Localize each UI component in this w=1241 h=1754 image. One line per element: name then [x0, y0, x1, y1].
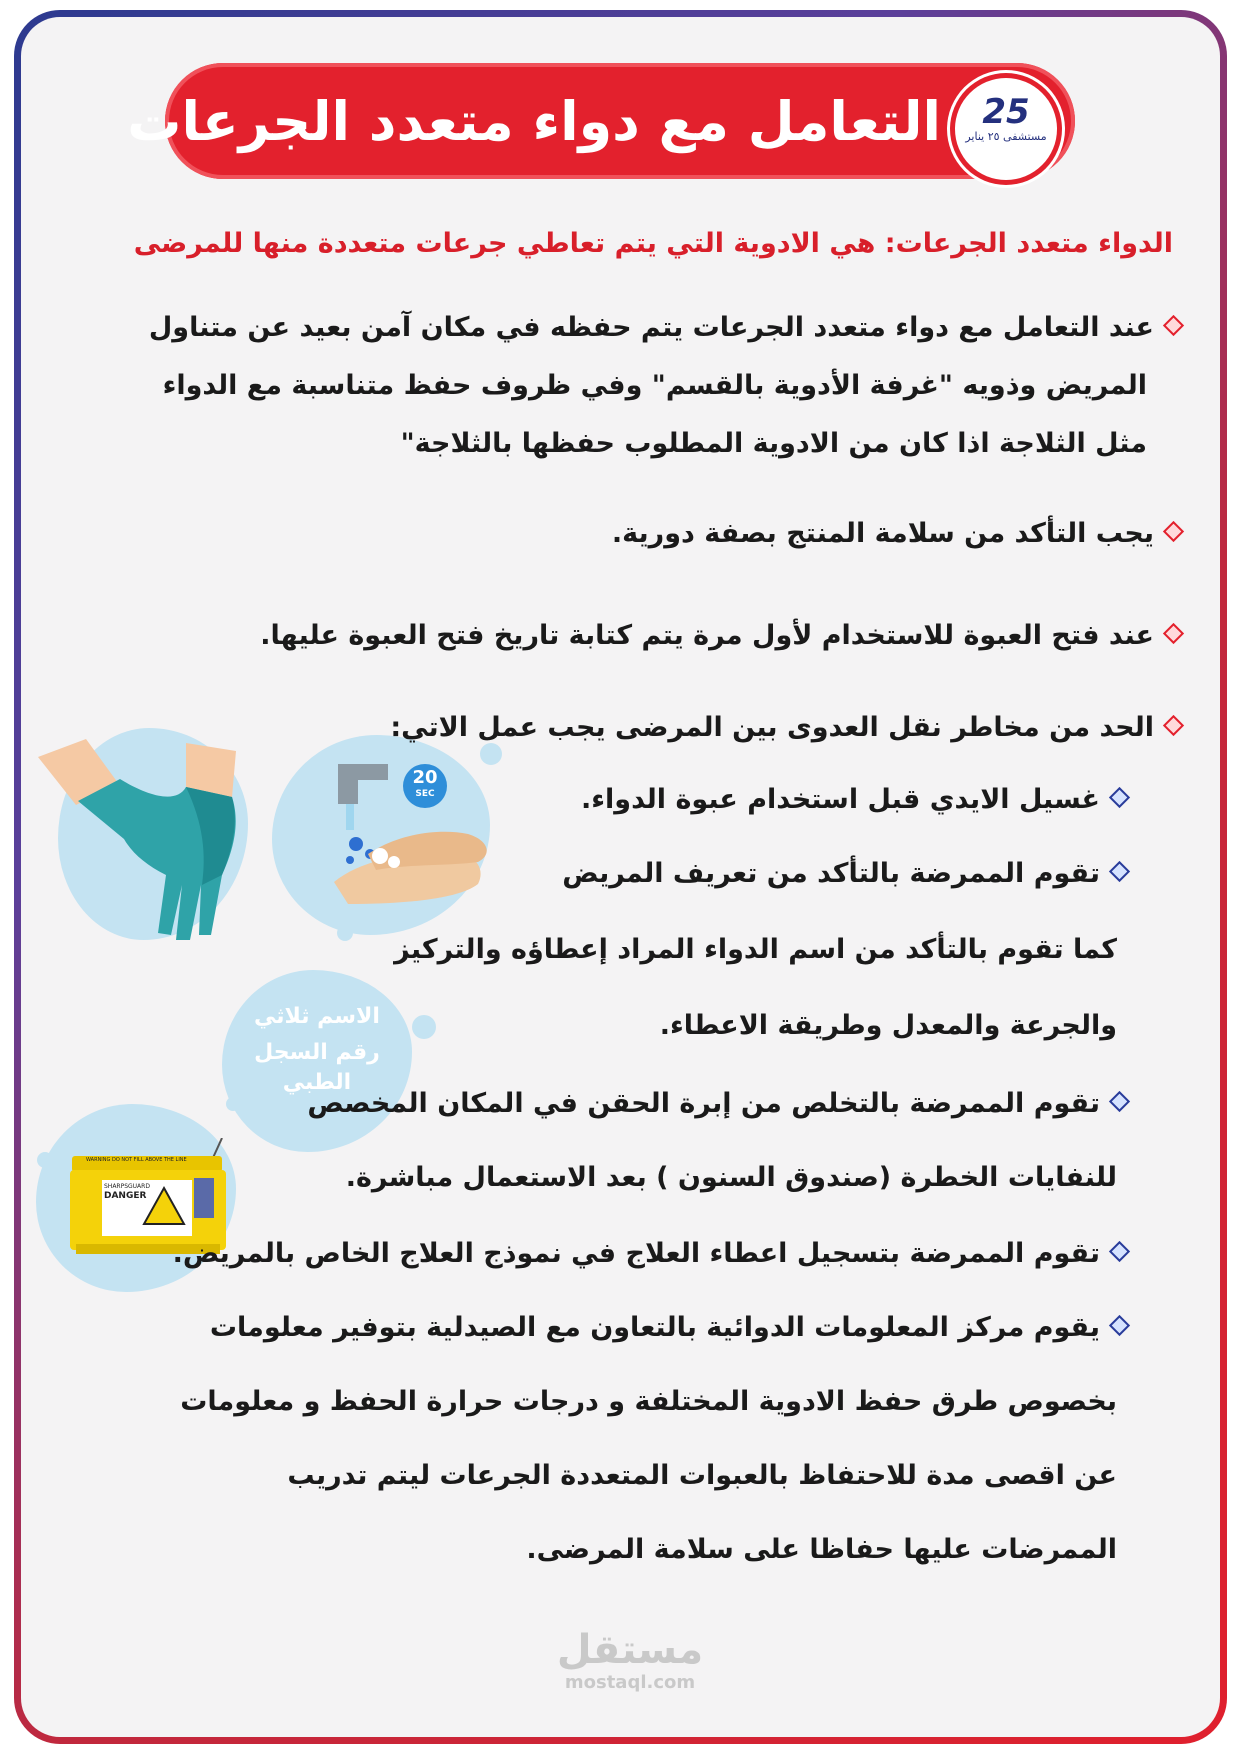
diamond-bullet-icon — [1109, 861, 1130, 882]
subpoint-2-line-3: والجرعة والمعدل وطريقة الاعطاء. — [659, 1010, 1117, 1041]
logo-number: 25 — [982, 92, 1030, 132]
diamond-bullet-icon — [1163, 315, 1184, 336]
watermark-arabic: مستقل — [556, 1627, 704, 1673]
blob-dot — [226, 1097, 240, 1111]
point-3: عند فتح العبوة للاستخدام لأول مرة يتم كتابة تاريخ فتح العبوة عليها. — [260, 620, 1181, 651]
blob-dot — [412, 1015, 436, 1039]
hospital-logo — [955, 78, 1057, 180]
definition-text: الدواء متعدد الجرعات: هي الادوية التي يتم تعاطي جرعات متعددة منها للمرضى — [133, 228, 1173, 259]
timer-unit: SEC — [415, 789, 435, 799]
sharps-danger-text: DANGER — [104, 1191, 147, 1201]
sharps-warning-text: WARNING DO NOT FILL ABOVE THE LINE — [86, 1157, 187, 1163]
subpoint-5-line-2: بخصوص طرق حفظ الادوية المختلفة و درجات حرارة الحفظ و معلومات — [180, 1386, 1117, 1417]
subpoint-1: غسيل الايدي قبل استخدام عبوة الدواء. — [581, 784, 1127, 815]
subpoint-3-line-2: للنفايات الخطرة (صندوق السنون ) بعد الاستعمال مباشرة. — [345, 1162, 1117, 1193]
watermark-domain: mostaql.com — [564, 1672, 696, 1693]
subpoint-3-line-1: تقوم الممرضة بالتخلص من إبرة الحقن في المكان المخصص — [307, 1088, 1127, 1119]
subpoint-2-line-2: كما تقوم بالتأكد من اسم الدواء المراد إعطاؤه والتركيز — [394, 934, 1117, 965]
diamond-bullet-icon — [1163, 521, 1184, 542]
id-label-line1: الاسم ثلاثي — [254, 1004, 380, 1029]
point-1-line-3: مثل الثلاجة اذا كان من الادوية المطلوب حفظها بالثلاجة" — [400, 428, 1147, 459]
point-1-line-2: المريض وذويه "غرفة الأدوية بالقسم" وفي ظروف حفظ متناسبة مع الدواء — [162, 370, 1147, 401]
logo-subtitle: مستشفى ٢٥ يناير — [965, 130, 1047, 143]
subpoint-2-line-1: تقوم الممرضة بالتأكد من تعريف المريض — [562, 858, 1127, 889]
timer-value: 20 — [412, 767, 438, 788]
subpoint-5-line-3: عن اقصى مدة للاحتفاظ بالعبوات المتعددة الجرعات ليتم تدريب — [287, 1460, 1117, 1491]
diamond-bullet-icon — [1109, 787, 1130, 808]
id-label — [236, 1002, 398, 1098]
blob-dot — [337, 925, 353, 941]
timer-badge — [403, 764, 447, 808]
diamond-bullet-icon — [1109, 1315, 1130, 1336]
sharps-brand-text: SHARPSGUARD — [104, 1183, 150, 1190]
subpoint-4: تقوم الممرضة بتسجيل اعطاء العلاج في نموذج العلاج الخاص بالمريض. — [173, 1238, 1127, 1269]
point-1-line-1: عند التعامل مع دواء متعدد الجرعات يتم حفظه في مكان آمن بعيد عن متناول — [149, 312, 1181, 343]
blob-dot — [37, 1152, 53, 1168]
subpoint-5-line-4: الممرضات عليها حفاظا على سلامة المرضى. — [526, 1534, 1117, 1565]
point-4: الحد من مخاطر نقل العدوى بين المرضى يجب عمل الاتي: — [390, 712, 1181, 743]
diamond-bullet-icon — [1109, 1091, 1130, 1112]
id-label-line3: الطبي — [282, 1070, 352, 1095]
diamond-bullet-icon — [1109, 1241, 1130, 1262]
id-label-line2: رقم السجل — [254, 1040, 380, 1065]
subpoint-5-line-1: يقوم مركز المعلومات الدوائية بالتعاون مع الصيدلية بتوفير معلومات — [210, 1312, 1127, 1343]
diamond-bullet-icon — [1163, 623, 1184, 644]
page-title: التعامل مع دواء متعدد الجرعات — [127, 90, 941, 153]
watermark — [540, 1628, 720, 1694]
point-2: يجب التأكد من سلامة المنتج بصفة دورية. — [612, 518, 1181, 549]
diamond-bullet-icon — [1163, 715, 1184, 736]
gloves-icon — [36, 735, 256, 960]
